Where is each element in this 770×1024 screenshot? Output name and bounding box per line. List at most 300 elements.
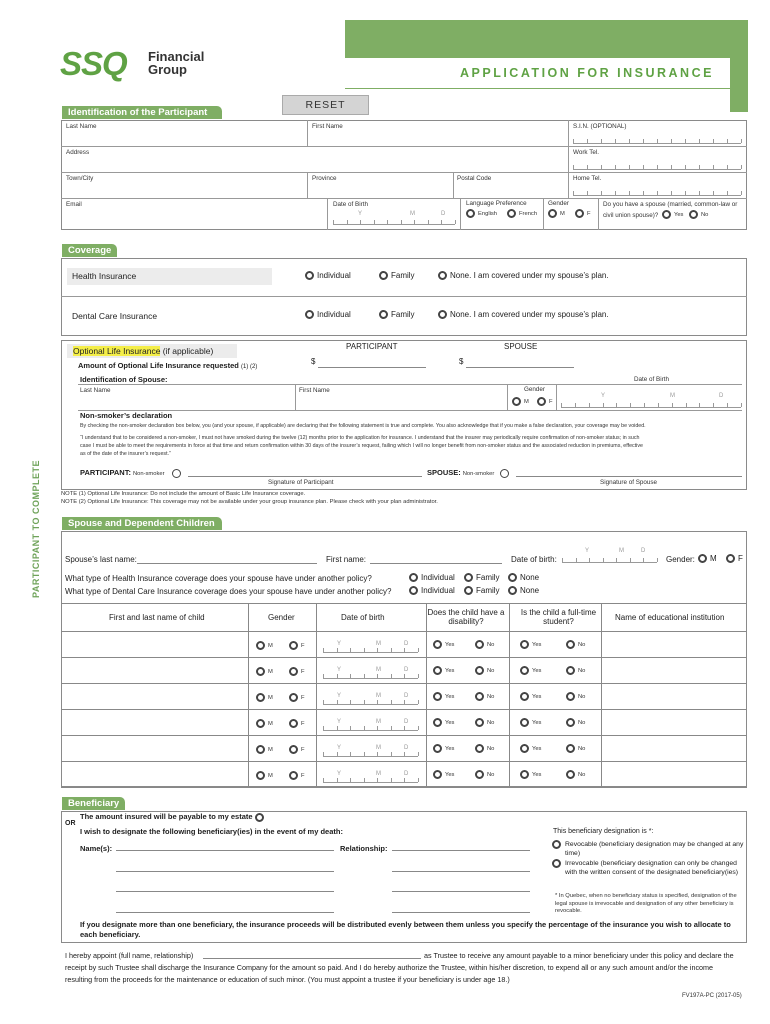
child-disability-yes[interactable] [433,666,454,675]
opt-id-bottom [78,410,742,411]
english-label: English [478,211,498,218]
field-tick [657,165,658,169]
child-institution-field[interactable] [605,739,743,759]
child-student-yes[interactable] [520,718,541,727]
field-tick [615,139,616,143]
spouse-health-family-label: Family [476,573,500,582]
child-disability-yes-radio[interactable] [433,718,442,727]
proceeds-note: If you designate more than one beneficiary, the insurance proceeds will be distributed evenly between them unless you specify the percentage of the insurance you wish to allocate to each beneficiary. [80,920,731,939]
participant-signature-label: Signature of Participant [268,479,334,486]
last-name-field[interactable] [64,131,304,145]
child-gender-f-label: F [301,643,305,650]
child-disability-no[interactable] [475,718,494,727]
field-tick [629,191,630,195]
spouse-last-name-label: Spouse’s last name: [65,555,137,564]
child-disability-no[interactable] [475,640,494,649]
child-disability-yes-radio[interactable] [433,640,442,649]
child-institution-field[interactable] [605,713,743,733]
home-tel-field[interactable] [573,187,741,196]
child-student-yes[interactable] [520,640,541,649]
field-tick [391,726,392,730]
relationship-4[interactable] [392,905,530,913]
english-radio-circle[interactable] [466,209,475,218]
logo-group: Group [148,62,187,77]
trustee-name-field[interactable] [203,952,421,959]
field-tick [573,191,574,195]
spouse-question-2: civil union spouse)? [603,212,659,219]
dental-none[interactable] [438,310,609,319]
child-disability-yes-radio[interactable] [433,692,442,701]
optional-gender-f-label: F [549,399,553,406]
optional-last-name-field[interactable] [80,394,292,408]
child-dob-d: D [404,641,409,647]
health-family[interactable] [379,271,415,280]
spouse-health-individual-radio[interactable] [409,573,418,582]
health-none-radio[interactable] [438,271,447,280]
gender-f-circle[interactable] [575,209,584,218]
field-tick [629,165,630,169]
field-tick [573,165,574,169]
child-student-no-label: No [578,642,586,649]
child-student-no-label: No [578,694,586,701]
spouse-gender-m-label: M [710,554,717,563]
child-institution-field[interactable] [605,765,743,785]
child-gender-m-radio[interactable] [256,641,265,650]
dob-y: Y [358,211,363,217]
spouse-no-radio[interactable] [689,210,708,219]
irrevocable-radio-circle[interactable] [552,859,561,868]
dental-family-radio[interactable] [379,310,388,319]
english-radio[interactable] [466,209,497,218]
or-label: OR [65,820,76,827]
child-disability-yes[interactable] [433,770,454,779]
page-title: APPLICATION FOR INSURANCE [460,66,714,80]
child-student-no-radio[interactable] [566,770,575,779]
beneficiary-name-2[interactable] [116,864,334,872]
field-tick [360,220,361,224]
field-tick [441,220,442,224]
child-institution-field[interactable] [605,661,743,681]
child-gender-f-radio[interactable] [289,745,298,754]
child-student-yes-radio[interactable] [520,640,529,649]
address-field[interactable] [64,157,564,171]
child-gender-m-radio[interactable] [256,745,265,754]
field-tick [404,778,405,782]
field-tick [603,403,604,407]
child-name-field[interactable] [64,713,244,733]
child-disability-yes[interactable] [433,640,454,649]
child-disability-no-radio[interactable] [475,744,484,753]
child-student-yes-radio[interactable] [520,718,529,727]
child-dob-y: Y [337,719,342,725]
spouse-health-individual-label: Individual [421,573,455,582]
footer-code: FV197A-PC (2017-05) [682,993,742,999]
field-tick [364,778,365,782]
id-vline6 [460,198,461,230]
trustee-1a: I hereby appoint (full name, relationship) [65,951,194,960]
child-gender-f-radio[interactable] [289,693,298,702]
field-tick [587,139,588,143]
dental-individual[interactable] [305,310,351,319]
child-disability-no-radio[interactable] [475,640,484,649]
child-student-no[interactable] [566,692,585,701]
province-label: Province [312,175,337,182]
child-gender-f-radio[interactable] [289,667,298,676]
field-tick [657,558,658,562]
child-student-no-radio[interactable] [566,692,575,701]
dental-family[interactable] [379,310,415,319]
child-dob-m: M [376,667,381,673]
field-tick [685,139,686,143]
field-tick [404,726,405,730]
spouse-yes-radio[interactable] [662,210,683,219]
child-student-yes[interactable] [520,770,541,779]
child-gender-m-radio[interactable] [256,667,265,676]
child-disability-no[interactable] [475,770,494,779]
field-tick [643,165,644,169]
field-tick [587,191,588,195]
child-gender-m-label: M [268,695,273,702]
field-tick [377,726,378,730]
child-gender-m-radio[interactable] [256,771,265,780]
child-disability-no-radio[interactable] [475,666,484,675]
child-dob-field[interactable] [323,777,418,783]
child-student-yes-radio[interactable] [520,744,529,753]
health-none[interactable] [438,271,609,280]
spouse-health-none-radio[interactable] [508,573,517,582]
child-disability-yes-radio[interactable] [433,744,442,753]
sidebar-label [29,459,43,600]
participant-signature-field[interactable] [188,469,422,477]
relationship-2[interactable] [392,864,530,872]
child-student-no-radio[interactable] [566,640,575,649]
child-dob-field[interactable] [323,699,418,705]
declaration-line-1: By checking the non-smoker declaration box below, you (and your spouse, if applicable) are declaring that the following statement is true and complete. You also acknowledge that if you make a false declaration, your coverage may be voided. [80,423,646,429]
sin-field[interactable] [573,135,741,144]
child-name-field[interactable] [64,661,244,681]
child-gender-m[interactable] [256,667,273,676]
spouse-yes-circle[interactable] [662,210,671,219]
child-disability-no-label: No [487,668,495,675]
field-tick [713,191,714,195]
spouse-health-none-label: None [520,573,540,582]
child-dob-field[interactable] [323,725,418,731]
child-dob-d: D [404,745,409,751]
dental-individual-radio[interactable] [305,310,314,319]
child-disability-no-radio[interactable] [475,718,484,727]
estate-option[interactable] [80,812,267,822]
optional-dob-label: Date of Birth [634,376,669,383]
child-student-yes[interactable] [520,692,541,701]
child-gender-f[interactable] [289,719,305,728]
revocable-radio-circle[interactable] [552,840,561,849]
field-tick [671,165,672,169]
opt-id-v3 [556,384,557,410]
spouse-last-name-field[interactable] [137,556,317,564]
child-student-no-label: No [578,720,586,727]
participant-nonsmoker-checkbox[interactable] [172,469,181,478]
child-name-field[interactable] [64,765,244,785]
dental-none-label: None. I am covered under my spouse’s plan. [450,310,609,319]
field-tick [644,403,645,407]
child-disability-yes-radio[interactable] [433,770,442,779]
dental-none-radio[interactable] [438,310,447,319]
child-dob-d: D [404,719,409,725]
field-tick [350,674,351,678]
child-gender-m-radio[interactable] [256,719,265,728]
spouse-dob-label: Date of birth: [511,555,557,564]
gender-f-radio[interactable] [575,209,591,218]
child-gender-f-radio[interactable] [289,719,298,728]
note-2: NOTE (2) Optional Life Insurance: This coverage may not be available under your group insurance plan. Please check with your plan administrator. [61,499,438,505]
field-tick [404,648,405,652]
field-tick [561,403,562,407]
spouse-dental-individual-radio[interactable] [409,586,418,595]
french-radio[interactable] [507,209,537,218]
child-gender-f[interactable] [289,641,305,650]
beneficiary-name-1[interactable] [116,843,334,851]
field-tick [616,558,617,562]
town-label: Town/City [66,175,94,182]
child-gender-f-radio[interactable] [289,641,298,650]
designation-label: This beneficiary designation is *: [553,828,654,835]
field-tick [576,558,577,562]
spouse-dental-individual[interactable] [409,586,455,595]
col-institution: Name of educational institution [615,613,725,622]
child-disability-no-radio[interactable] [475,770,484,779]
field-tick [643,558,644,562]
optional-dob-m: M [670,393,675,399]
spouse-health-family[interactable] [464,573,500,582]
child-gender-f-radio[interactable] [289,771,298,780]
email-field[interactable] [64,209,324,227]
health-individual[interactable] [305,271,351,280]
names-label: Name(s): [80,844,113,853]
child-gender-f[interactable] [289,693,305,702]
field-tick [615,165,616,169]
optional-gender-f-radio[interactable] [537,397,546,406]
logo [60,45,220,85]
logo-ssq: SSQ [60,45,127,82]
child-disability-no-radio[interactable] [475,692,484,701]
spouse-first-name-field[interactable] [370,556,502,564]
child-dob-field[interactable] [323,673,418,679]
child-disability-no[interactable] [475,666,494,675]
field-tick [323,778,324,782]
gender-label: Gender [548,200,570,207]
spouse-dental-family-radio[interactable] [464,586,473,595]
beneficiary-name-3[interactable] [116,884,334,892]
gender-m-radio[interactable] [548,209,565,218]
optional-life-title-rest: (if applicable) [160,346,214,356]
child-student-yes-radio[interactable] [520,770,529,779]
child-disability-no[interactable] [475,692,494,701]
child-gender-f[interactable] [289,745,305,754]
postal-code-field[interactable] [456,183,566,197]
field-tick [377,700,378,704]
field-tick [741,191,742,195]
child-student-no[interactable] [566,666,585,675]
participant-nonsmoker-text: Non-smoker [132,471,165,477]
irrevocable-radio[interactable] [552,859,564,868]
spouse-health-family-radio[interactable] [464,573,473,582]
spouse-dob-d: D [641,548,646,554]
revocable-radio[interactable] [552,840,564,849]
id-hline3 [61,198,747,199]
health-individual-label: Individual [317,271,351,280]
optional-last-name-label: Last Name [80,387,111,394]
dob-field[interactable] [333,217,455,225]
spouse-health-none[interactable] [508,573,539,582]
spouse-nonsmoker-checkbox[interactable] [500,469,509,478]
spouse-gender-f-radio[interactable] [726,554,735,563]
field-tick [699,191,700,195]
trustee-line-3: resulting from the proceeds for the maintenance or education of such minor. (You must appoint a trustee if your beneficiary is under age 18.) [65,975,510,984]
child-student-yes-radio[interactable] [520,692,529,701]
child-disability-no[interactable] [475,744,494,753]
child-dob-d: D [404,771,409,777]
child-dob-field[interactable] [323,647,418,653]
field-tick [364,752,365,756]
child-student-yes-radio[interactable] [520,666,529,675]
spouse-dental-none-label: None [520,586,540,595]
child-disability-yes[interactable] [433,692,454,701]
spouse-gender-m-radio[interactable] [698,554,707,563]
child-student-yes[interactable] [520,744,541,753]
id-hline1 [61,146,747,147]
participant-amount-field[interactable] [318,362,426,368]
spouse-gender-f-label: F [738,554,743,563]
child-name-field[interactable] [64,635,244,655]
relationship-1[interactable] [392,843,530,851]
field-tick [713,139,714,143]
first-name-field[interactable] [310,131,565,145]
optional-gender-m-radio[interactable] [512,397,521,406]
col-gender: Gender [268,613,295,622]
child-name-field[interactable] [64,739,244,759]
dental-family-label: Family [391,310,415,319]
spouse-dob-field[interactable] [562,556,657,563]
field-tick [658,403,659,407]
irrevocable-label: Irrevocable (beneficiary designation can only be changed with the written consent of the designated beneficiary(ies) [565,860,739,876]
reset-button[interactable]: RESET [282,95,369,115]
gender-m-circle[interactable] [548,209,557,218]
child-gender-m[interactable] [256,693,273,702]
health-individual-radio[interactable] [305,271,314,280]
field-tick [323,726,324,730]
french-radio-circle[interactable] [507,209,516,218]
spouse-signature-field[interactable] [516,469,742,477]
child-dob-y: Y [337,667,342,673]
french-label: French [519,211,538,218]
field-tick [657,191,658,195]
estate-radio[interactable] [255,813,264,822]
child-gender-f[interactable] [289,667,305,676]
child-disability-yes[interactable] [433,744,454,753]
relationship-3[interactable] [392,884,530,892]
child-gender-m[interactable] [256,771,273,780]
field-tick [350,752,351,756]
opt-id-top [78,384,742,385]
field-tick [377,778,378,782]
optional-gender-f[interactable] [537,397,553,406]
child-gender-m[interactable] [256,745,273,754]
field-tick [699,165,700,169]
amount-note: (1) (2) [240,364,258,370]
field-tick [601,139,602,143]
field-tick [562,558,563,562]
section-coverage: Coverage [62,244,117,257]
child-gender-m[interactable] [256,719,273,728]
child-student-no-radio[interactable] [566,718,575,727]
child-student-no[interactable] [566,770,585,779]
health-family-radio[interactable] [379,271,388,280]
field-tick [414,220,415,224]
child-student-no-radio[interactable] [566,744,575,753]
province-field[interactable] [310,183,450,197]
field-tick [713,165,714,169]
spouse-health-individual[interactable] [409,573,455,582]
spouse-dental-none[interactable] [508,586,539,595]
child-student-no-radio[interactable] [566,666,575,675]
child-student-yes[interactable] [520,666,541,675]
work-tel-field[interactable] [573,161,741,170]
participant-dollar: $ [311,357,316,366]
child-disability-no-label: No [487,720,495,727]
spouse-dental-none-radio[interactable] [508,586,517,595]
field-tick [573,139,574,143]
spouse-dental-family-label: Family [476,586,500,595]
field-tick [727,191,728,195]
child-gender-m-label: M [268,747,273,754]
child-dob-m: M [376,641,381,647]
optional-gender-m[interactable] [512,397,529,406]
child-gender-m-radio[interactable] [256,693,265,702]
child-disability-no-label: No [487,772,495,779]
child-dob-y: Y [337,641,342,647]
child-name-field[interactable] [64,687,244,707]
spouse-dob-m: M [619,548,624,554]
child-student-no[interactable] [566,640,585,649]
child-institution-field[interactable] [605,687,743,707]
child-student-no[interactable] [566,744,585,753]
spouse-dental-question: What type of Dental Care Insurance coverage does your spouse have under another policy? [65,587,392,596]
child-dob-field[interactable] [323,751,418,757]
spouse-gender-m[interactable] [698,554,717,563]
field-tick [629,139,630,143]
spouse-amount-field[interactable] [466,362,574,368]
child-gender-f[interactable] [289,771,305,780]
child-gender-m[interactable] [256,641,273,650]
child-student-no[interactable] [566,718,585,727]
spouse-gender-f[interactable] [726,554,743,563]
child-disability-yes-label: Yes [445,772,455,779]
child-disability-yes-radio[interactable] [433,666,442,675]
spouse-dental-family[interactable] [464,586,500,595]
child-disability-yes[interactable] [433,718,454,727]
field-tick [364,648,365,652]
spouse-no-circle[interactable] [689,210,698,219]
town-field[interactable] [64,183,304,197]
optional-dob-d: D [719,393,724,399]
optional-dob-field[interactable] [561,401,741,408]
optional-first-name-field[interactable] [299,394,504,408]
email-label: Email [66,201,82,208]
child-institution-field[interactable] [605,635,743,655]
beneficiary-name-4[interactable] [116,905,334,913]
child-disability-no-label: No [487,694,495,701]
spouse-dollar: $ [459,357,464,366]
